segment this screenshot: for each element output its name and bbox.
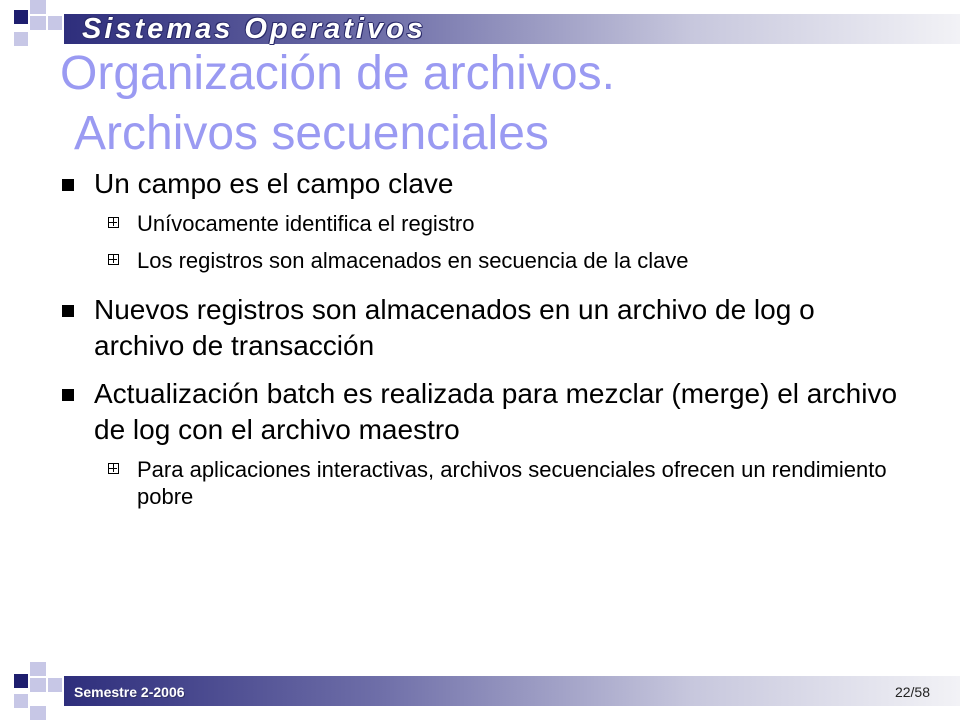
corner-square xyxy=(30,0,46,14)
corner-square xyxy=(48,16,62,30)
sub-bullet-text: Unívocamente identifica el registro xyxy=(137,211,475,236)
corner-square xyxy=(14,10,28,24)
boxed-plus-bullet-icon xyxy=(108,217,119,228)
corner-square xyxy=(14,674,28,688)
slide-title-line2: Archivos secuenciales xyxy=(74,107,549,160)
corner-square xyxy=(30,16,46,30)
corner-square xyxy=(30,678,46,692)
sub-bullet-item xyxy=(60,210,910,237)
square-bullet-icon xyxy=(62,179,74,191)
slide-title-line1: Organización de archivos. xyxy=(60,47,615,100)
semester-label: Semestre 2-2006 xyxy=(74,684,185,700)
bullet-text: Actualización batch es realizada para mezclar (merge) el archivo de log con el archivo maestro xyxy=(94,378,898,445)
slide-title xyxy=(60,44,920,164)
corner-square xyxy=(14,32,28,46)
slide-content xyxy=(60,166,910,520)
corner-square xyxy=(14,694,28,708)
square-bullet-icon xyxy=(62,389,74,401)
corner-square xyxy=(30,662,46,676)
page-number: 22/58 xyxy=(894,684,930,700)
square-bullet-icon xyxy=(62,305,74,317)
sub-bullet-text: Los registros son almacenados en secuencia de la clave xyxy=(137,248,689,273)
footer-bar xyxy=(64,676,960,706)
bullet-item xyxy=(60,166,910,202)
bullet-text: Nuevos registros son almacenados en un archivo de log o archivo de transacción xyxy=(94,294,815,361)
corner-square xyxy=(30,706,46,720)
corner-square xyxy=(48,678,62,692)
bullet-item xyxy=(60,376,910,448)
boxed-plus-bullet-icon xyxy=(108,463,119,474)
course-title: Sistemas Operativos xyxy=(82,13,426,45)
bullet-text: Un campo es el campo clave xyxy=(94,168,454,199)
sub-bullet-item xyxy=(60,456,910,510)
sub-bullet-item xyxy=(60,247,910,274)
boxed-plus-bullet-icon xyxy=(108,254,119,265)
bullet-item xyxy=(60,292,910,364)
sub-bullet-text: Para aplicaciones interactivas, archivos secuenciales ofrecen un rendimiento pobre xyxy=(137,457,887,509)
